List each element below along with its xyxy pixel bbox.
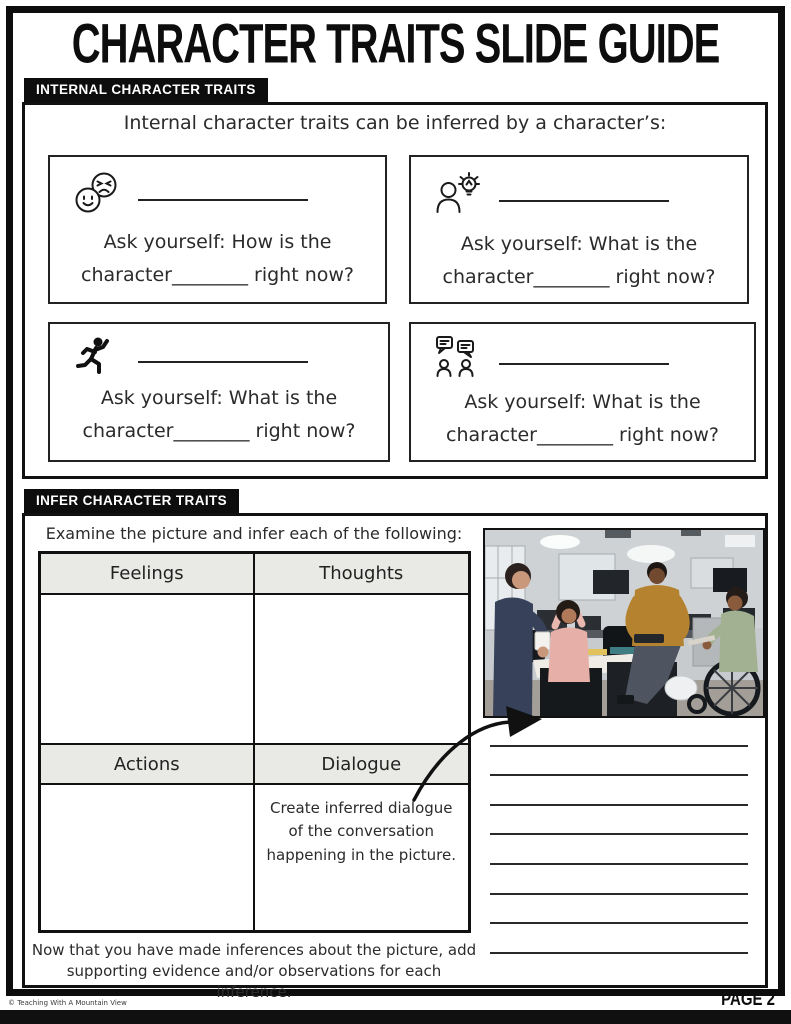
internal-traits-intro: Internal character traits can be inferred by a character’s: xyxy=(123,112,667,134)
writing-lines xyxy=(490,717,748,954)
table-header-actions: Actions xyxy=(41,745,255,785)
writing-line xyxy=(490,717,748,747)
trait-card-dialogue xyxy=(409,322,756,462)
bottom-instruction: Now that you have made inferences about the picture, add supporting evidence and/or observations for each inference. xyxy=(31,941,477,1001)
infer-traits-label: INFER CHARACTER TRAITS xyxy=(24,489,239,513)
page-bottom-bar xyxy=(0,1010,791,1024)
writing-line xyxy=(490,835,748,865)
internal-traits-label: INTERNAL CHARACTER TRAITS xyxy=(24,78,268,102)
page-title: CHARACTER TRAITS SLIDE GUIDE xyxy=(71,14,720,75)
dialogue-note: Create inferred dialogue of the conversation happening in the picture. xyxy=(266,799,456,864)
thoughts-answer-cell xyxy=(255,595,469,745)
writing-line xyxy=(490,806,748,836)
infer-traits-intro: Examine the picture and infer each of the following: xyxy=(45,524,463,543)
card-question-line1: Ask yourself: What is the xyxy=(464,391,701,413)
card-question-line1: Ask yourself: What is the xyxy=(460,233,698,255)
card-top xyxy=(74,171,385,215)
blank-fill-line xyxy=(499,199,669,202)
card-top xyxy=(435,335,754,379)
office-scene-photo xyxy=(483,528,765,718)
trait-card-actions xyxy=(48,322,390,462)
card-question-line2: character________ right now? xyxy=(81,264,354,286)
trait-card-emotions xyxy=(48,155,387,304)
writing-line xyxy=(490,776,748,806)
table-header-dialogue: Dialogue xyxy=(255,745,469,785)
people-speech-bubbles-icon xyxy=(435,335,487,379)
person-lightbulb-icon xyxy=(435,171,487,217)
card-question-line2: character________ right now? xyxy=(82,420,356,442)
writing-line xyxy=(490,747,748,777)
faces-emotions-icon xyxy=(74,171,126,215)
trait-card-thoughts xyxy=(409,155,749,304)
feelings-answer-cell xyxy=(41,595,255,745)
card-question-line2: character________ right now? xyxy=(442,266,716,288)
card-top xyxy=(435,171,747,217)
blank-fill-line xyxy=(138,360,308,363)
writing-line xyxy=(490,865,748,895)
table-header-thoughts: Thoughts xyxy=(255,554,469,595)
card-question-line2: character________ right now? xyxy=(446,424,719,446)
inference-table xyxy=(38,551,471,933)
blank-fill-line xyxy=(138,198,308,201)
writing-line xyxy=(490,895,748,925)
table-header-feelings: Feelings xyxy=(41,554,255,595)
actions-answer-cell xyxy=(41,785,255,930)
card-top xyxy=(74,335,388,375)
card-question-line1: Ask yourself: How is the xyxy=(103,231,332,253)
blank-fill-line xyxy=(499,362,669,365)
card-question-line1: Ask yourself: What is the xyxy=(100,387,338,409)
copyright-text: © Teaching With A Mountain View xyxy=(8,999,127,1007)
running-person-icon xyxy=(74,335,126,375)
writing-line xyxy=(490,924,748,954)
page-number: PAGE 2 xyxy=(721,989,775,1010)
